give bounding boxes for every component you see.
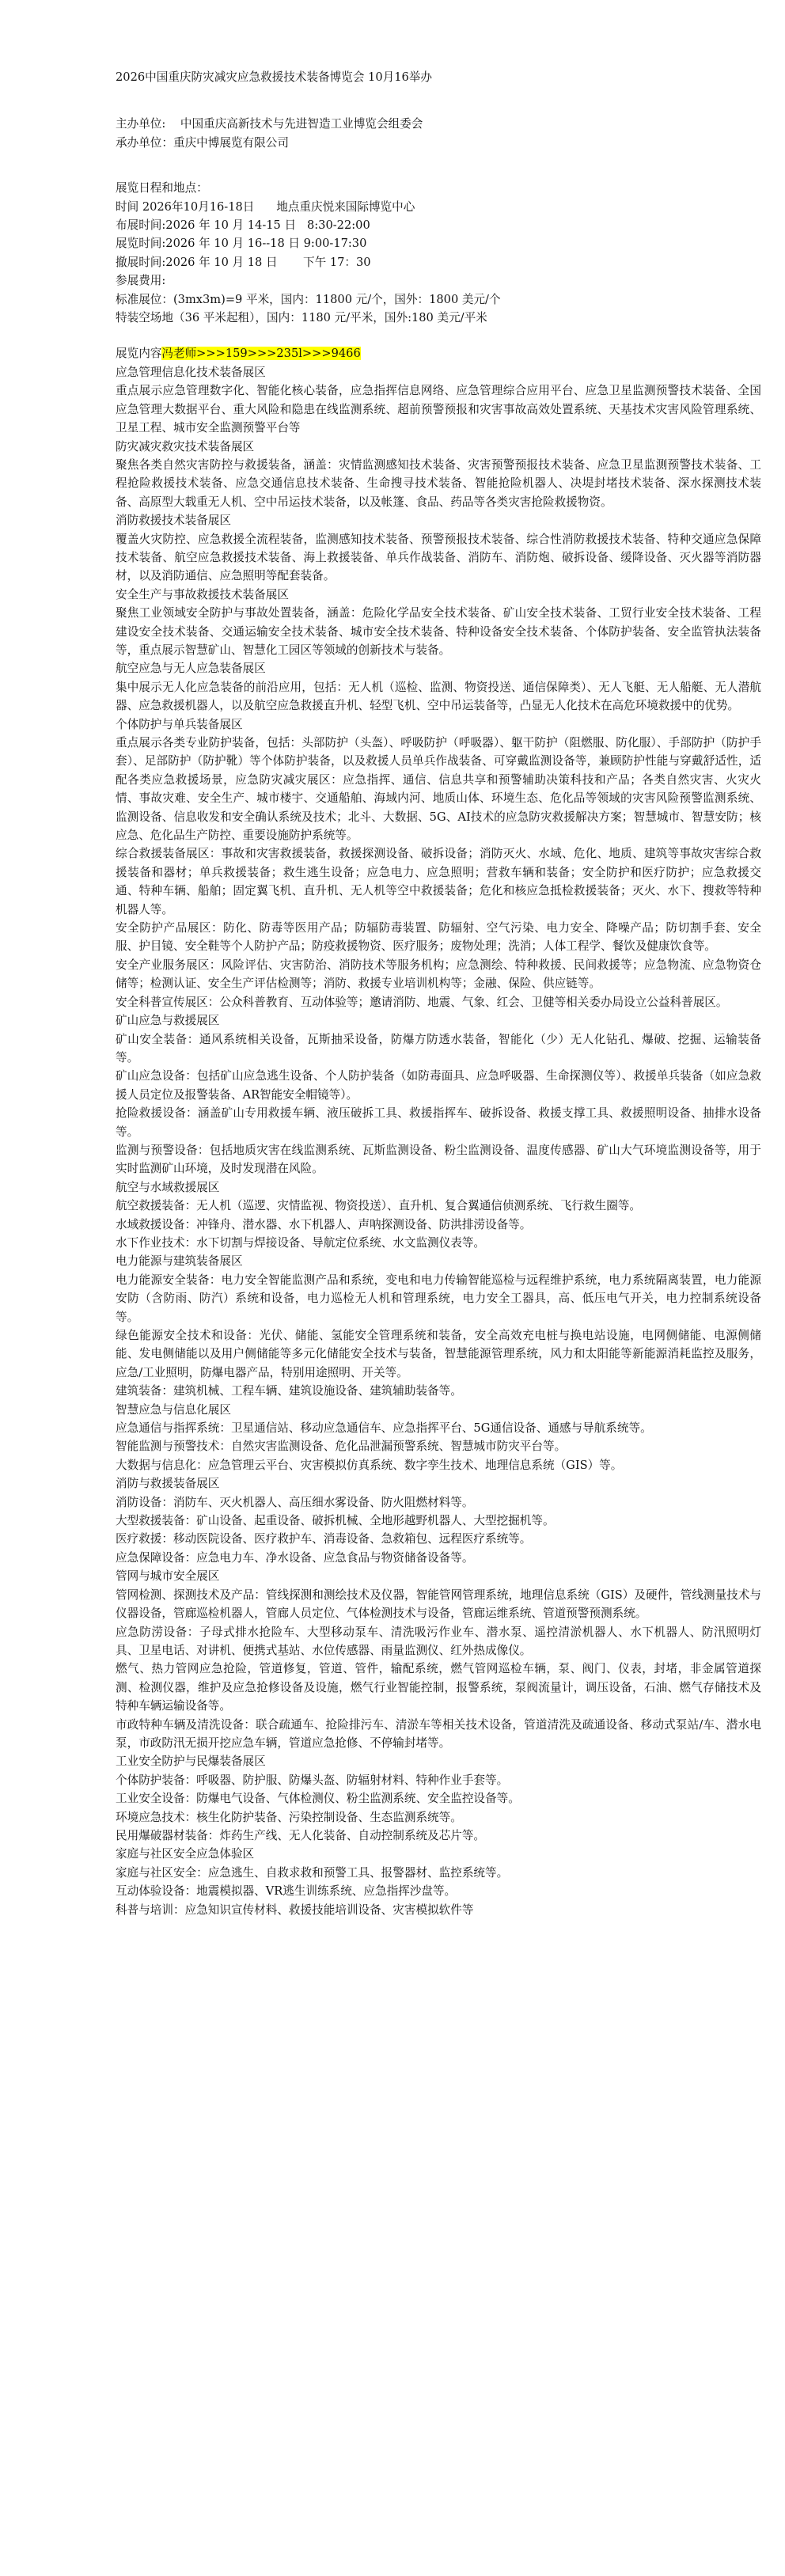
section-paragraph: 燃气、热力管网应急抢险，管道修复，管道、管件，输配系统，燃气管网巡检车辆，泵、阀门、仪表，封堵，非金属管道探测、检测仪器，维护及应急抢修设备及设施，燃气行业智能控制，报警系统，泵阀流量计，调压设备，石油、燃气存储技术及特种车辆运输设备等。 (116, 1662, 761, 1713)
section-paragraph: 应急通信与指挥系统：卫星通信站、移动应急通信车、应急指挥平台、5G通信设备、通感与导航系统等。 (116, 1421, 652, 1436)
section-heading: 管网与城市安全展区 (116, 1569, 220, 1584)
section-heading: 智慧应急与信息化展区 (116, 1402, 231, 1417)
exhibit-section (116, 715, 761, 1012)
section-heading: 矿山应急与救援展区 (116, 1014, 220, 1028)
section-paragraph: 航空救援装备：无人机（巡逻、灾情监视、物资投送）、直升机、复合翼通信侦测系统、飞行救生圈等。 (116, 1199, 642, 1213)
section-paragraph: 环境应急技术：核生化防护装备、污染控制设备、生态监测系统等。 (116, 1810, 462, 1824)
section-heading: 防灾减灾救灾技术装备展区 (116, 439, 255, 453)
section-paragraph: 水下作业技术：水下切割与焊接设备、导航定位系统、水文监测仪表等。 (116, 1235, 486, 1250)
schedule-line: 时间 2026年10月16-18日 地点重庆悦来国际博览中心 (116, 199, 415, 214)
exhibit-sections (116, 363, 761, 1919)
organizer-line: 承办单位：重庆中博展览有限公司 (116, 135, 289, 150)
section-paragraph: 个体防护装备：呼吸器、防护服、防爆头盔、防辐射材料、特种作业手套等。 (116, 1773, 509, 1787)
section-paragraph: 互动体验设备：地震模拟器、VR逃生训练系统、应急指挥沙盘等。 (116, 1884, 457, 1899)
exhibit-section (116, 1845, 761, 1919)
section-paragraph: 民用爆破器材装备：炸药生产线、无人化装备、自动控制系统及芯片等。 (116, 1828, 486, 1842)
section-paragraph: 集中展示无人化应急装备的前沿应用，包括：无人机（巡检、监测、物资投送、通信保障类）、无人飞艇、无人船艇、无人潜航器、应急救援机器人，以及航空应急救援直升机、轻型飞机、空中吊运装备等，凸显无人化技术在高危环境救援中的优势。 (116, 680, 761, 713)
exhibit-section (116, 1567, 761, 1752)
section-paragraph: 工业安全设备：防爆电气设备、气体检测仪、粉尘监测系统、安全监控设备等。 (116, 1792, 520, 1806)
section-paragraph: 矿山安全装备：通风系统相关设备，瓦斯抽采设备，防爆方防透水装备，智能化（少）无人化钻孔、爆破、挖掘、运输装备等。 (116, 1032, 761, 1064)
section-paragraph: 智能监测与预警技术：自然灾害监测设备、危化品泄漏预警系统、智慧城市防灾平台等。 (116, 1440, 567, 1454)
exhibit-section (116, 1474, 761, 1567)
section-paragraph: 管网检测、探测技术及产品：管线探测和测绘技术及仪器，智能管网管理系统，地理信息系统（GIS）及硬件，管线测量技术与仪器设备，管廊巡检机器人，管廊人员定位、气体检测技术与设备，管廊运维系统、管道预警预测系统。 (116, 1588, 761, 1621)
section-paragraph: 安全产业服务展区：风险评估、灾害防治、消防技术等服务机构；应急测绘、特种救援、民间救援等；应急物流、应急物资仓储等；检测认证、安全生产评估检测等；消防、救援专业培训机构等；金融、保险、供应链等。 (116, 958, 761, 991)
exhibit-section (116, 659, 761, 715)
schedule-line: 展览日程和地点： (116, 181, 208, 195)
exhibit-section (116, 1011, 761, 1178)
schedule-line: 布展时间:2026 年 10 月 14-15 日 8:30-22:00 (116, 218, 370, 233)
schedule-line: 展览时间:2026 年 10 月 16--18 日 9:00-17:30 (116, 237, 367, 251)
section-paragraph: 家庭与社区安全：应急逃生、自救求救和预警工具、报警器材、监控系统等。 (116, 1865, 509, 1880)
section-paragraph: 大型救援装备：矿山设备、起重设备、破拆机械、全地形越野机器人、大型挖掘机等。 (116, 1514, 555, 1528)
section-paragraph: 大数据与信息化：应急管理云平台、灾害模拟仿真系统、数字孪生技术、地理信息系统（GIS）等。 (116, 1458, 623, 1472)
section-paragraph: 抢险救援设备：涵盖矿山专用救援车辆、液压破拆工具、救援指挥车、破拆设备、救援支撑工具、救援照明设备、抽排水设备等。 (116, 1106, 761, 1139)
section-paragraph: 医疗救援：移动医院设备、医疗救护车、消毒设备、急救箱包、远程医疗系统等。 (116, 1532, 532, 1546)
exhibit-section (116, 1752, 761, 1845)
section-paragraph: 安全防护产品展区：防化、防毒等医用产品；防辐防毒装置、防辐射、空气污染、电力安全、降噪产品；防切割手套、安全服、护目镜、安全鞋等个人防护产品；防疫救援物资、医疗服务；废物处理；洗消；人体工程学、餐饮及健康饮食等。 (116, 921, 761, 954)
organizer-line: 主办单位: 中国重庆高新技术与先进智造工业博览会组委会 (116, 117, 423, 131)
schedule-line: 标准展位：(3mx3m)=9 平米，国内：11800 元/个，国外：1800 美元/个 (116, 292, 501, 306)
section-paragraph: 绿色能源安全技术和设备：光伏、储能、氢能安全管理系统和装备，安全高效充电桩与换电站设施，电网侧储能、电源侧储能、发电侧储能以及用户侧储能等多元化储能安全技术与装备，智慧能源管理系统，风力和太阳能等新能源消耗监控及服务，应急/工业照明，防爆电器产品，特别用途照明、开关等。 (116, 1329, 761, 1379)
section-paragraph: 市政特种车辆及清洗设备：联合疏通车、抢险排污车、清淤车等相关技术设备，管道清洗及疏通设备、移动式泵站/车、潜水电泵，市政防汛无损开挖应急车辆，管道应急抢修、不停输封堵等。 (116, 1717, 761, 1750)
contact-prefix: 展览内容 (116, 347, 162, 361)
schedule-line: 特装空场地（36 平米起租），国内：1180 元/平米，国外:180 美元/平米 (116, 311, 487, 325)
section-paragraph: 电力能源安全装备：电力安全智能监测产品和系统，变电和电力传输智能巡检与远程维护系统，电力系统隔离装置，电力能源安防（含防雨、防汽）系统和设备，电力巡检无人机和管理系统，电力安全工器具，高、低压电气开关，电力控制系统设备等。 (116, 1273, 761, 1324)
schedule-line: 撤展时间:2026 年 10 月 18 日 下午 17：30 (116, 255, 371, 269)
section-heading: 应急管理信息化技术装备展区 (116, 365, 266, 379)
section-paragraph: 消防设备：消防车、灭火机器人、高压细水雾设备、防火阻燃材料等。 (116, 1495, 474, 1509)
section-paragraph: 覆盖火灾防控、应急救援全流程装备，监测感知技术装备、预警预报技术装备、综合性消防救援技术装备、特种交通应急保障技术装备、航空应急救援技术装备、海上救援装备、单兵作战装备、消防车、消防炮、破拆设备、缓降设备、灭火器等消防器材，以及消防通信、应急照明等配套装备。 (116, 532, 761, 583)
section-heading: 个体防护与单兵装备展区 (116, 717, 243, 731)
exhibit-section (116, 586, 761, 660)
exhibit-section (116, 363, 761, 438)
document-title: 2026中国重庆防灾减灾应急救援技术装备博览会 10月16举办 (116, 70, 432, 84)
section-paragraph: 聚焦各类自然灾害防控与救援装备，涵盖：灾情监测感知技术装备、灾害预警预报技术装备、应急卫星监测预警技术装备、工程抢险救援技术装备、应急交通信息技术装备、生命搜寻技术装备、智能抢险机器人、决堤封堵技术装备、深水探测技术装备、高原型大载重无人机、空中吊运技术装备，以及帐篷、食品、药品等各类灾害抢险救援物资。 (116, 457, 761, 509)
section-heading: 消防与救援装备展区 (116, 1477, 220, 1491)
section-heading: 电力能源与建筑装备展区 (116, 1254, 243, 1269)
exhibit-section (116, 511, 761, 586)
section-heading: 家庭与社区安全应急体验区 (116, 1847, 255, 1861)
section-paragraph: 科普与培训：应急知识宣传材料、救援技能培训设备、灾害模拟软件等 (116, 1903, 474, 1917)
section-heading: 航空应急与无人应急装备展区 (116, 662, 266, 676)
section-heading: 安全生产与事故救援技术装备展区 (116, 587, 289, 601)
section-paragraph: 水域救援设备：冲锋舟、潜水器、水下机器人、声呐探测设备、防洪排涝设备等。 (116, 1217, 532, 1231)
section-paragraph: 应急保障设备：应急电力车、净水设备、应急食品与物资储备设备等。 (116, 1550, 474, 1565)
exhibit-section (116, 1252, 761, 1400)
section-paragraph: 聚焦工业领域安全防护与事故处置装备，涵盖：危险化学品安全技术装备、矿山安全技术装备、工贸行业安全技术装备、工程建设安全技术装备、交通运输安全技术装备、城市安全技术装备、特种设备安全技术装备、个体防护装备、安全监管执法装备等，重点展示智慧矿山、智慧化工园区等领域的创新技术与装备。 (116, 606, 761, 657)
exhibit-section (116, 438, 761, 512)
exhibit-section (116, 1178, 761, 1253)
section-heading: 工业安全防护与民爆装备展区 (116, 1755, 266, 1769)
section-paragraph: 监测与预警设备：包括地质灾害在线监测系统、瓦斯监测设备、粉尘监测设备、温度传感器、矿山大气环境监测设备等，用于实时监测矿山环境，及时发现潜在风险。 (116, 1143, 761, 1176)
section-paragraph: 重点展示各类专业防护装备，包括：头部防护（头盔）、呼吸防护（呼吸器）、躯干防护（阻燃服、防化服）、手部防护（防护手套）、足部防护（防护靴）等个体防护装备，以及救援人员单兵作战装备、可穿戴监测设备等，兼顾防护性能与穿戴舒适性，适配各类应急救援场景，应急防灾减灾展区：应急指挥、通信、信息共享和预警辅助决策科技和产品；各类自然灾害、火灾火情、事故灾难、安全生产、城市楼宇、交通船舶、海域内河、地质山体、环境生态、危化品等领域的灾害风险预警监测系统、监测设备、信息收发和安全确认系统及技术；北斗、大数据、5G、AI技术的应急防灾救援解决方案；智慧城市、智慧安防；核应急、危化品生产防控、重要设施防护系统等。 (116, 736, 761, 843)
section-paragraph: 建筑装备：建筑机械、工程车辆、建筑设施设备、建筑辅助装备等。 (116, 1384, 462, 1398)
section-paragraph: 安全科普宣传展区：公众科普教育、互动体验等；邀请消防、地震、气象、红会、卫健等相关委办局设立公益科普展区。 (116, 995, 728, 1009)
section-heading: 消防救援技术装备展区 (116, 514, 231, 528)
section-paragraph: 矿山应急设备：包括矿山应急逃生设备、个人防护装备（如防毒面具、应急呼吸器、生命探测仪等）、救援单兵装备（如应急救援人员定位及报警装备、AR智能安全帽镜等）。 (116, 1069, 761, 1102)
schedule-line: 参展费用: (116, 274, 166, 288)
exhibit-section (116, 1401, 761, 1475)
section-paragraph: 综合救援装备展区：事故和灾害救援装备，救援探测设备、破拆设备；消防灭火、水域、危化、地质、建筑等事故灾害综合救援装备和器材；单兵救援装备；救生逃生设备；应急电力、应急照明；营救车辆和装备；安全防护和医疗防护；应急救援交通、特种车辆、船舶；固定翼飞机、直升机、无人机等空中救援装备；危化和核应急抵检救援装备；灭火、水下、搜救等特种机器人等。 (116, 847, 761, 916)
section-paragraph: 应急防涝设备：子母式排水抢险车、大型移动泵车、清洗吸污作业车、潜水泵、遥控清淤机器人、水下机器人、防汛照明灯具、卫星电话、对讲机、便携式基站、水位传感器、雨量监测仪、红外热成像仪。 (116, 1625, 761, 1657)
section-paragraph: 重点展示应急管理数字化、智能化核心装备，应急指挥信息网络、应急管理综合应用平台、应急卫星监测预警技术装备、全国应急管理大数据平台、重大风险和隐患在线监测系统、超前预警预报和灾害事故高效处置系统、天基技术灾害风险管理系统、卫星工程、城市安全监测预警平台等 (116, 384, 761, 435)
organizers-block (116, 115, 761, 152)
schedule-block (116, 179, 761, 327)
contact-line (116, 344, 761, 362)
section-heading: 航空与水域救援展区 (116, 1180, 220, 1194)
contact-highlight: 冯老师>>>159>>>235l>>>9466 (161, 347, 361, 361)
